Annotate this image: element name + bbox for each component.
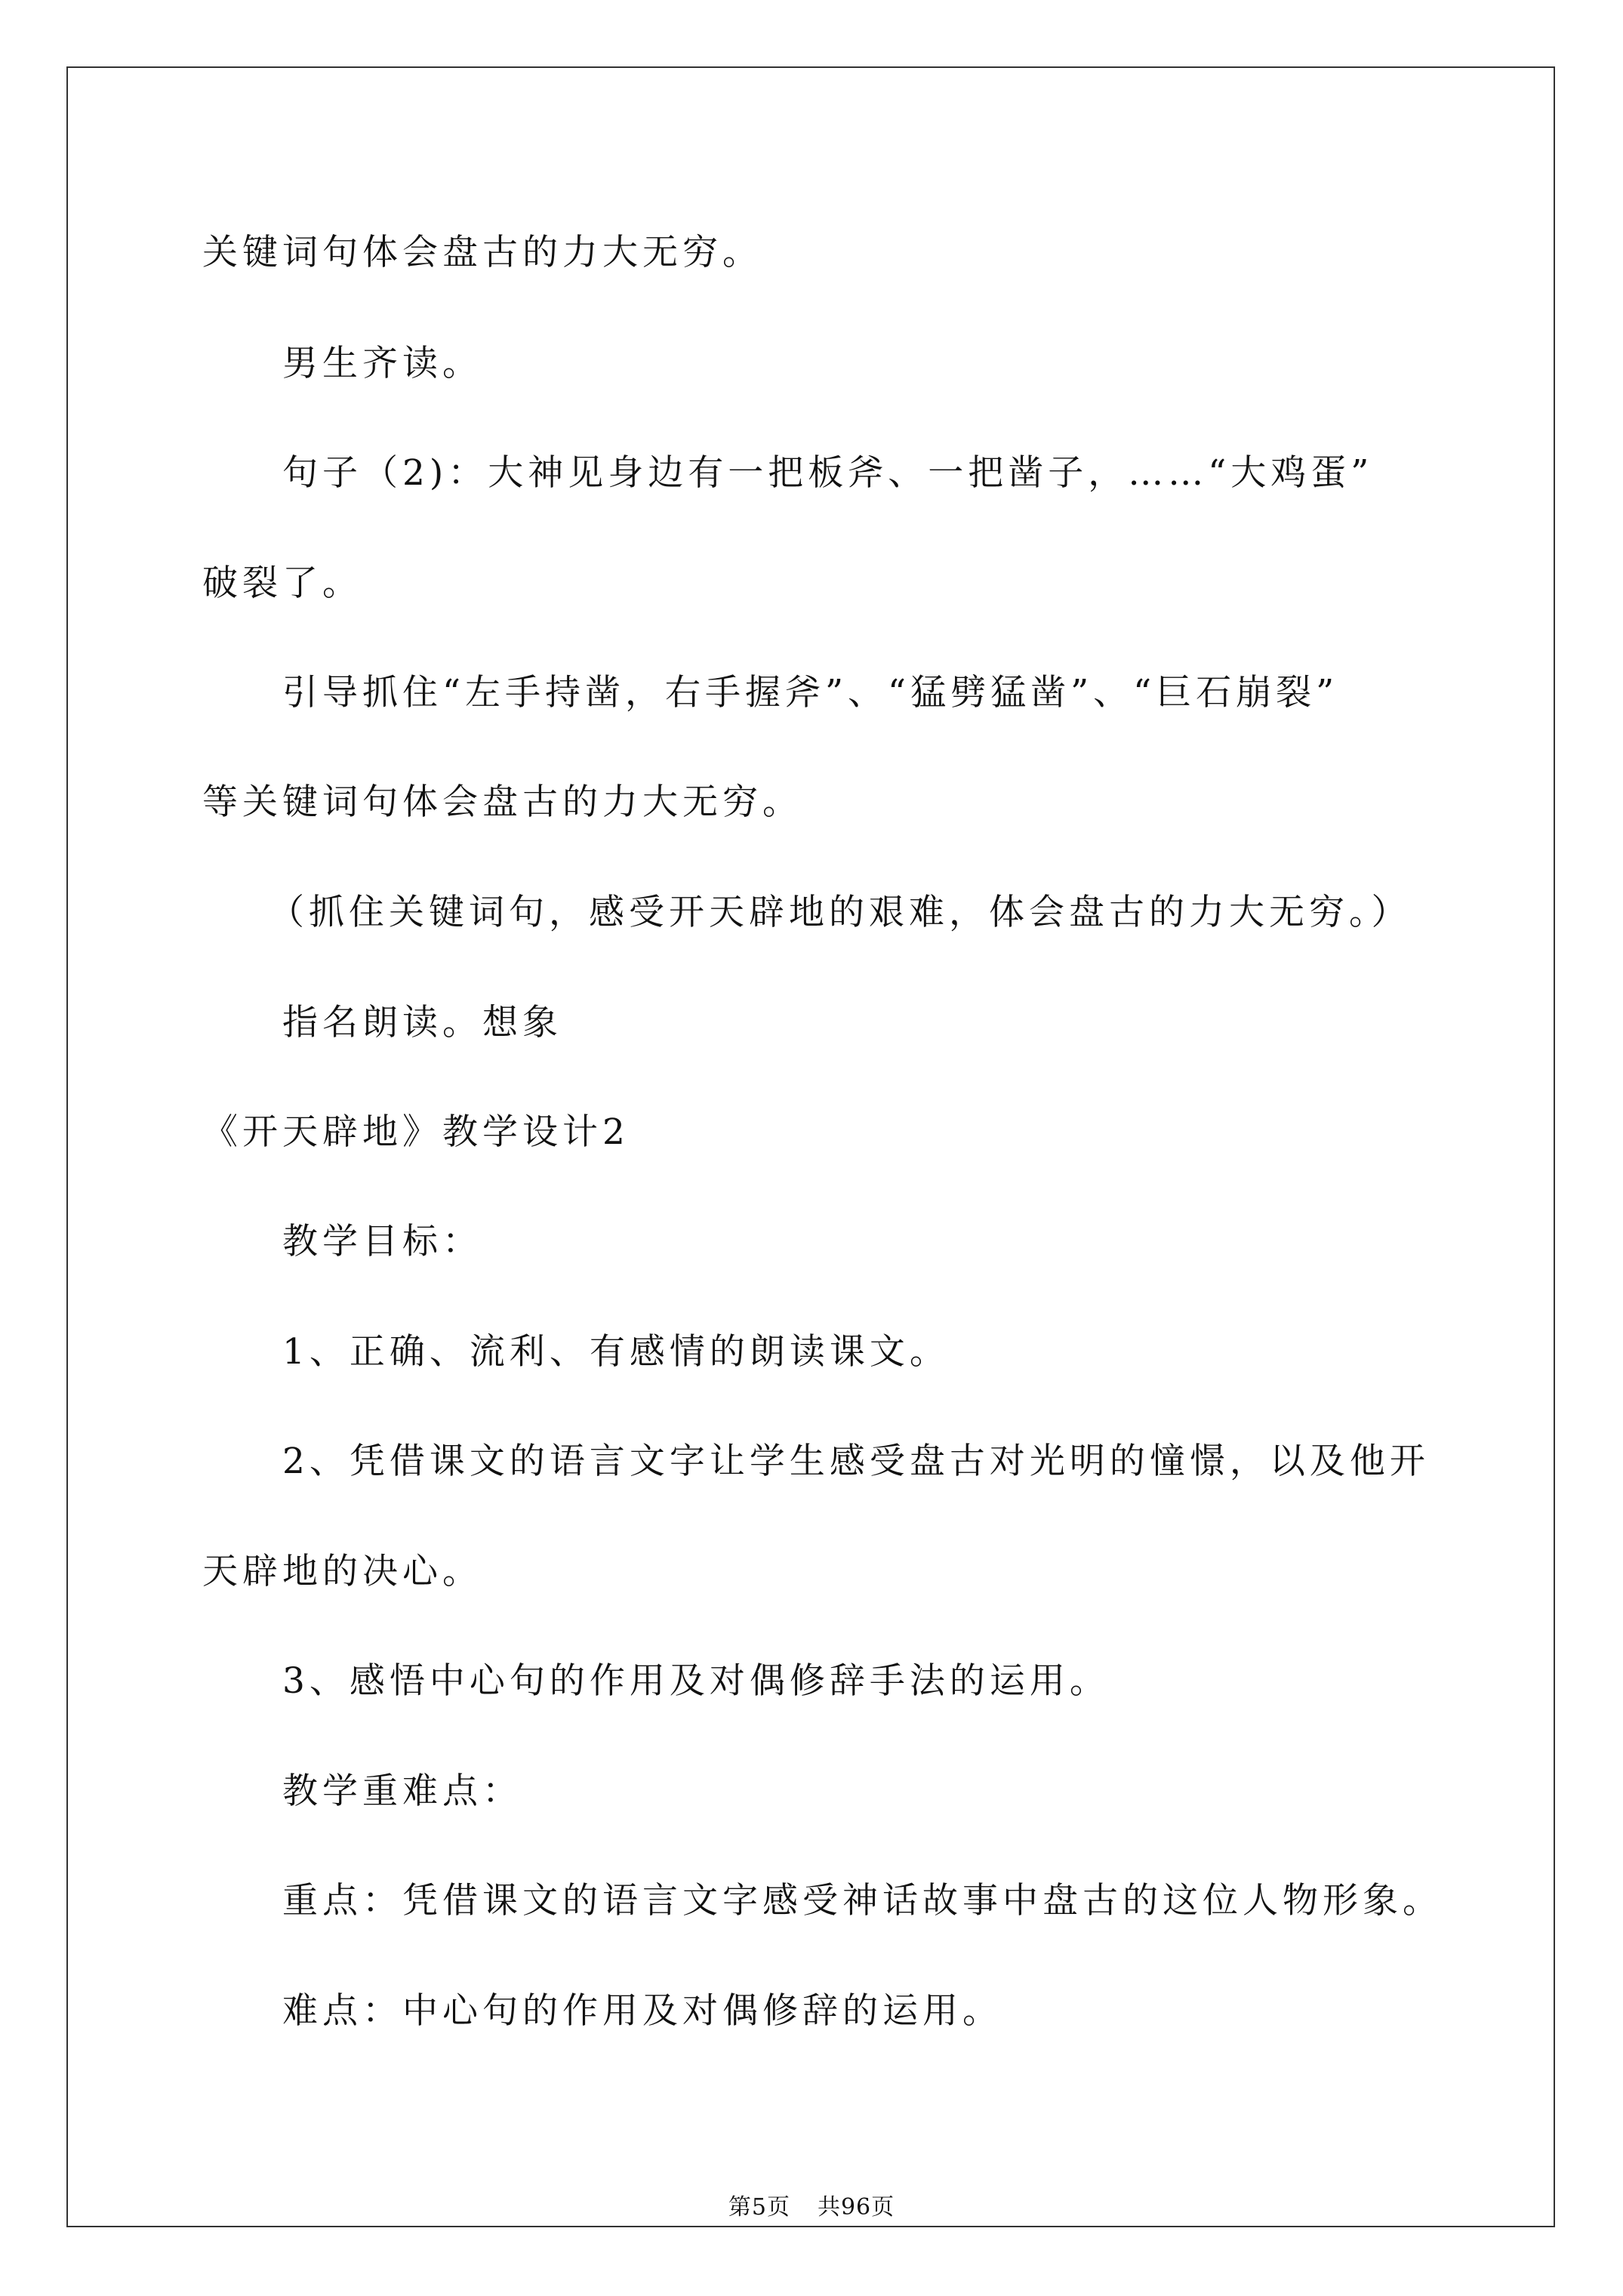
paragraph-line: 难点：中心句的作用及对偶修辞的运用。 xyxy=(282,1990,1002,2032)
paragraph-line: 教学重难点： xyxy=(282,1771,522,1812)
paragraph-line: 关键词句体会盘古的力大无穷。 xyxy=(202,232,762,273)
paragraph-line: 重点：凭借课文的语言文字感受神话故事中盘古的这位人物形象。 xyxy=(282,1880,1443,1922)
paragraph-line: 3、感悟中心句的作用及对偶修辞手法的运用。 xyxy=(282,1660,1110,1702)
paragraph-line: 1、正确、流利、有感情的朗读课文。 xyxy=(282,1331,950,1373)
paragraph-line: （抓住关键词句，感受开天辟地的艰难，体会盘古的力大无穷。） xyxy=(269,892,1412,933)
paragraph-line: 破裂了。 xyxy=(202,562,362,604)
paragraph-line: 2、凭借课文的语言文字让学生感受盘古对光明的憧憬，以及他开 xyxy=(282,1441,1430,1482)
section-heading: 《开天辟地》教学设计2 xyxy=(202,1111,630,1153)
page-number: 第5页 xyxy=(728,2194,790,2220)
paragraph-line: 指名朗读。想象 xyxy=(282,1002,562,1043)
paragraph-line: 天辟地的决心。 xyxy=(202,1551,482,1592)
page-footer xyxy=(0,2193,1623,2223)
paragraph-line: 引导抓住“左手持凿，右手握斧”、“猛劈猛凿”、“巨石崩裂” xyxy=(282,672,1339,713)
paragraph-line: 句子（2)：大神见身边有一把板斧、一把凿子，……“大鸡蛋” xyxy=(282,452,1374,494)
paragraph-line: 男生齐读。 xyxy=(282,343,482,384)
paragraph-line: 等关键词句体会盘古的力大无穷。 xyxy=(202,781,802,823)
page-total: 共96页 xyxy=(817,2194,895,2220)
paragraph-line: 教学目标： xyxy=(282,1221,482,1262)
